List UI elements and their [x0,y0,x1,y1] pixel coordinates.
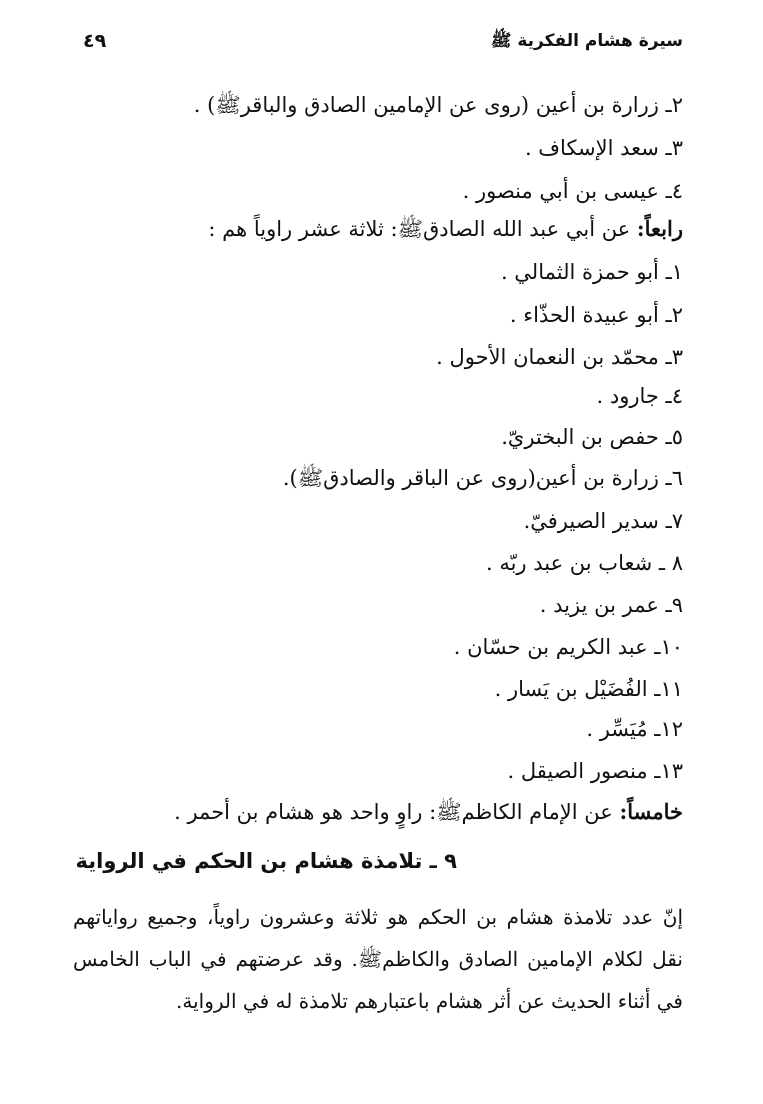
group-text: عن الإمام الكاظمﷺ: راوٍ واحد هو هشام بن أحمر . [174,800,620,824]
list-item: ٢ـ زرارة بن أعين (روى عن الإمامين الصادق والباقرﷺ) . [193,93,683,117]
group-lead: خامساً: [619,799,683,824]
list-item: ٤ـ جارود . [596,384,683,408]
list-item: ٧ـ سدير الصيرفيّ. [523,509,683,533]
list-item: ٣ـ محمّد بن النعمان الأحول . [436,345,683,369]
list-item: ٦ـ زرارة بن أعين(روى عن الباقر والصادقﷺ). [282,466,683,490]
list-item: ٩ـ عمر بن يزيد . [539,593,683,617]
list-item: ٤ـ عيسى بن أبي منصور . [462,179,683,203]
running-header [83,30,683,64]
header-title: سيرة هشام الفكرية ﷺ [490,31,683,51]
list-item: ٣ـ سعد الإسكاف . [524,136,683,160]
list-item: ١١ـ الفُضَيْل بن يَسار . [494,677,683,701]
group-heading-fourth [208,214,683,244]
list-item: ١٠ـ عبد الكريم بن حسّان . [453,635,683,659]
list-item: ٢ـ أبو عبيدة الحذّاء . [509,303,683,327]
group-heading-fifth [174,797,683,827]
list-item: ١ـ أبو حمزة الثمالي . [500,260,683,284]
section-heading: ٩ ـ تلامذة هشام بن الحكم في الرواية [75,849,457,873]
page-number: ٤٩ [83,30,107,52]
list-item: ٥ـ حفص بن البختريّ. [501,425,683,449]
body-paragraph: إنّ عدد تلامذة هشام بن الحكم هو ثلاثة وعشرون راوياً، وجميع رواياتهم نقل لكلام الإمامين الصادق والكاظمﷺ. وقد عرضتهم في الباب الخامس في أثناء الحديث عن أثر هشام باعتبارهم تلامذة له في الرواية. [73,905,683,1013]
group-lead: رابعاً: [636,216,683,241]
group-intro: عن أبي عبد الله الصادقﷺ: ثلاثة عشر راوياً هم : [208,217,637,241]
list-item: ١٢ـ مُيَسِّر . [586,717,683,741]
list-item: ٨ ـ شعاب بن عبد ربّه . [485,551,683,575]
list-item: ١٣ـ منصور الصيقل . [507,759,683,783]
